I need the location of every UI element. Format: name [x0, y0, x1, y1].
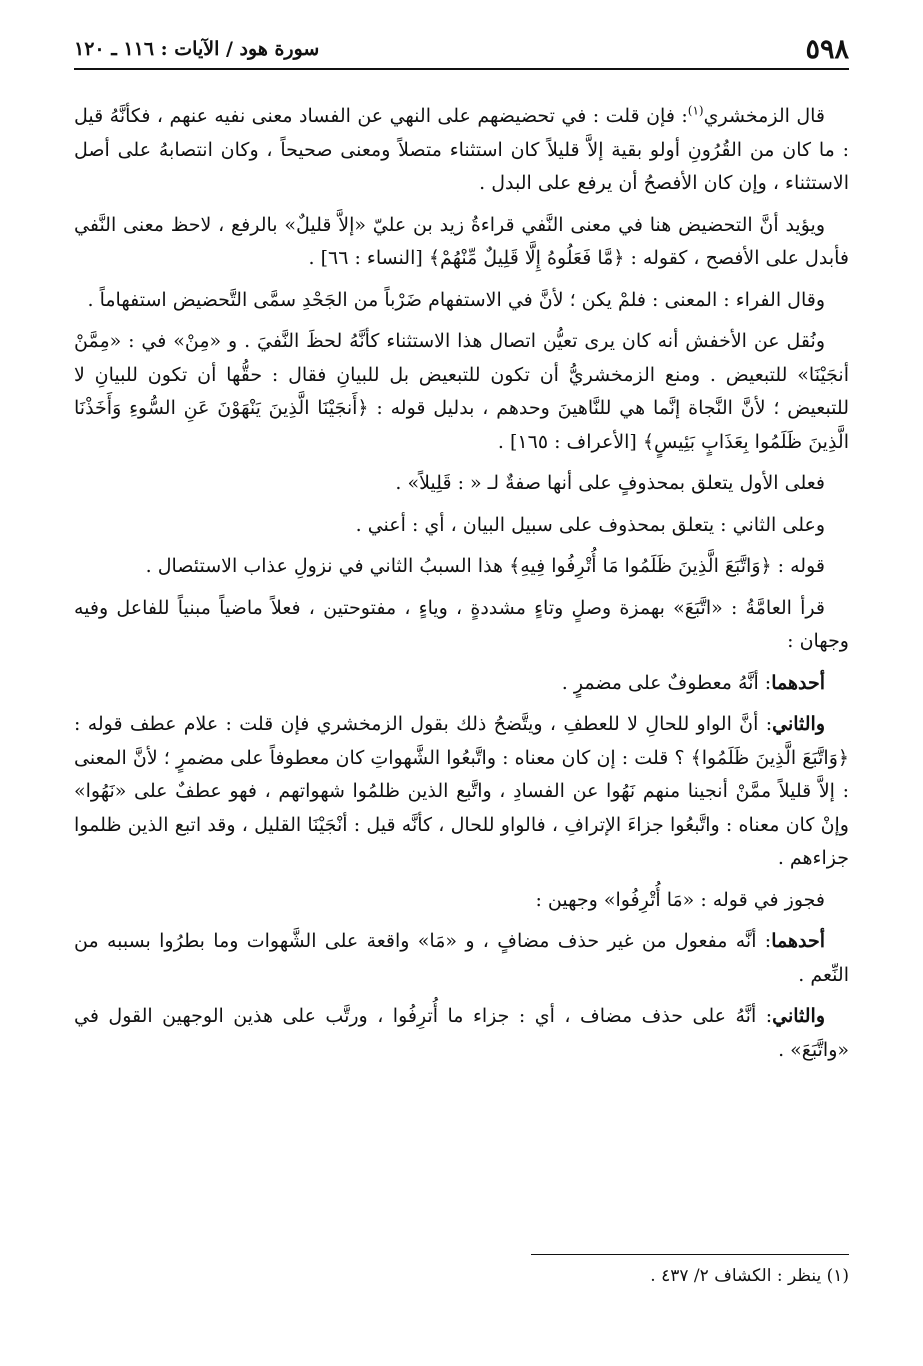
page-number: ٥٩٨	[805, 33, 849, 65]
paragraph	[74, 884, 849, 918]
footnote-divider	[531, 1254, 849, 1255]
paragraph	[74, 100, 849, 201]
paragraph	[74, 325, 849, 459]
running-head	[74, 30, 849, 70]
paragraph-text: : أنَّهُ على حذف مضاف ، أي : جزاء ما أُترِفُوا ، ورتَّب على هذين الوجهين القول في «واتَّبَعَ» .	[74, 1005, 849, 1061]
paragraph-text: وعلى الثاني : يتعلق بمحذوف على سبيل البيان ، أي : أعني .	[355, 513, 825, 536]
paragraph	[74, 667, 849, 701]
paragraph	[74, 925, 849, 992]
paragraph-text: فعلى الأول يتعلق بمحذوفٍ على أنها صفةٌ لـ « : قَلِيلاً» .	[395, 472, 825, 494]
paragraph-text: فجوز في قوله : «مَا أُتْرِفُوا» وجهين :	[535, 888, 825, 911]
body-text	[74, 100, 849, 1075]
paragraph-text: قرأ العامَّةُ : «اتَّبَعَ» بهمزة وصلٍ وتاءٍ مشددةٍ ، وياءٍ ، مفتوحتين ، فعلاً ماضياً مبنياً للفاعل وفيه وجهان :	[74, 596, 849, 652]
paragraph	[74, 550, 849, 584]
paragraph-text: : أنَّه مفعول من غير حذف مضافٍ ، و «مَا» واقعة على الشَّهوات وما بطرُوا بسببه من النِّعم .	[74, 930, 849, 986]
paragraph-lead: والثاني	[772, 713, 825, 735]
paragraph-text: قال الزمخشري	[703, 105, 826, 127]
paragraph-text: وقال الفراء : المعنى : فلمْ يكن ؛ لأنَّ في الاستفهام ضَرْباً من الجَحْدِ سمَّى التَّحضيض استفهاماً .	[87, 288, 825, 311]
paragraph-text: : أنَّهُ معطوفٌ على مضمرٍ .	[561, 671, 772, 694]
paragraph-lead: أحدهما	[771, 671, 825, 694]
paragraph	[74, 509, 849, 543]
footnote-ref[interactable]: (١)	[687, 103, 704, 118]
paragraph	[74, 708, 849, 876]
paragraph-text: ونُقل عن الأخفش أنه كان يرى تعيُّن اتصال هذا الاستثناء كأنَّهُ لحظَ النَّفيَ . و «مِنْ» في : «مِمَّنْ أنجَيْنَا» للتبعيض . ومنع الزمخشريُّ أن تكون للتبعيض بل للبيانِ فقال : حقُّها أن تكون للبيانِ لا للتبعيض ؛ لأنَّ النَّجاة إنَّما هي للنَّاهينَ وحدهم ، بدليل قوله : ﴿أَنجَيْنَا الَّذِينَ يَنْهَوْنَ عَنِ السُّوءِ وَأَخَذْنَا الَّذِينَ ظَلَمُوا بِعَذَابٍ بَئِيسٍ﴾ [الأعراف : ١٦٥] .	[74, 330, 849, 453]
paragraph	[74, 209, 849, 276]
paragraph-text: ويؤيد أنَّ التحضيض هنا في معنى النَّفي قراءةُ زيد بن عليّ «إلاَّ قليلٌ» بالرفع ، لاحظ معنى النَّفي فأبدل على الأفصح ، كقوله : ﴿مَّا فَعَلُوهُ إِلَّا قَلِيلٌ مِّنْهُمْ﴾ [النساء : ٦٦] .	[74, 213, 849, 269]
paragraph	[74, 284, 849, 318]
paragraph-lead: أحدهما	[771, 930, 825, 952]
running-title: سورة هود / الآيات : ١١٦ ـ ١٢٠	[74, 38, 320, 60]
paragraph	[74, 467, 849, 501]
paragraph-lead: والثاني	[772, 1005, 825, 1027]
paragraph-text: : أنَّ الواو للحالِ لا للعطفِ ، ويتَّضحُ ذلك بقول الزمخشري فإن قلت : علام عطف قوله : ﴿وَاتَّبَعَ الَّذِينَ ظَلَمُوا﴾ ؟ قلت : إن كان معناه : واتَّبعُوا الشَّهواتِ كان معطوفاً على مضمرٍ ؛ لأنَّ المعنى : إلاَّ قليلاً ممَّنْ أنجينا منهم نَهُوا عن الفسادِ ، واتَّبع الذين ظلمُوا شهواتهم ، فهو عطفٌ على «نَهُوا» وإنْ كان معناه : واتَّبعُوا جزاءَ الإترافِ ، فالواو للحال ، كأنَّه قيل : أنْجَيْنَا القليل ، وقد اتبع الذين ظلموا جزاءهم .	[74, 713, 849, 869]
paragraph-text: قوله : ﴿وَاتَّبَعَ الَّذِينَ ظَلَمُوا مَا أُتْرِفُوا فِيهِ﴾ هذا السببُ الثاني في نزولِ عذاب الاستئصال .	[145, 555, 825, 577]
paragraph	[74, 592, 849, 659]
paragraph	[74, 1000, 849, 1067]
paragraph-text: : فإن قلت : في تحضيضهم على النهي عن الفساد معنى نفيه عنهم ، فكأنَّهُ قيل : ما كان من القُرُونِ أولو بقية إلاَّ قليلاً كان استثناء متصلاً ومعنى صحيحاً ، وكان انتصابهُ على أصل الاستثناء ، وإن كان الأفصحُ أن يرفع على البدل .	[74, 105, 849, 194]
footnote: (١) ينظر : الكشاف ٢/ ٤٣٧ .	[650, 1266, 849, 1286]
